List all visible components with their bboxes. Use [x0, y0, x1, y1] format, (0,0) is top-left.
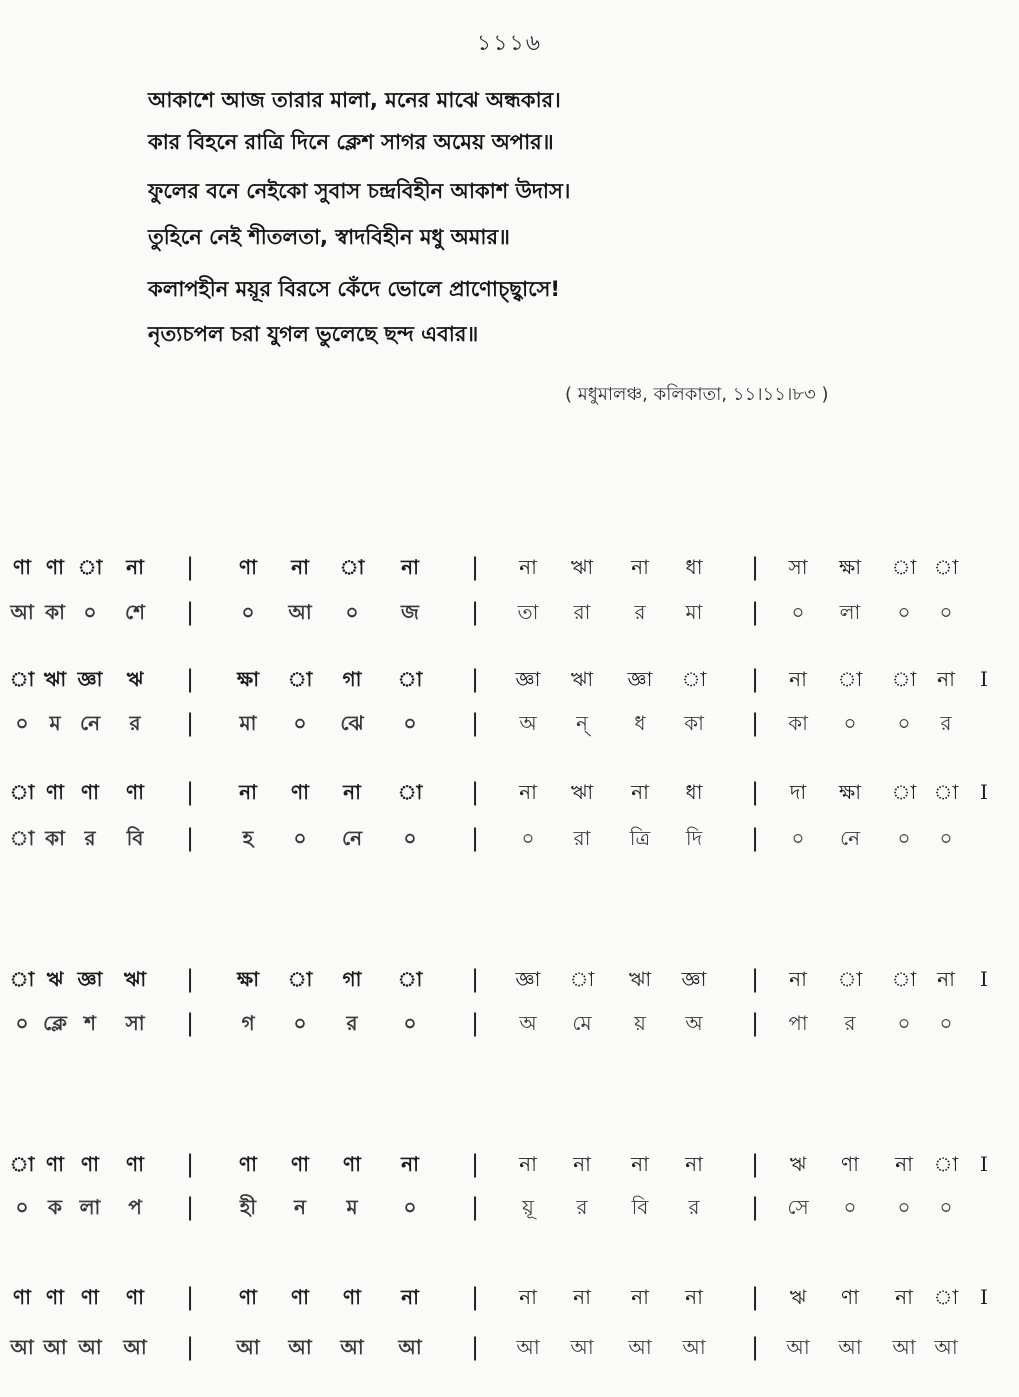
notation-cell: ০ [897, 711, 911, 735]
notation-cell: া [287, 667, 313, 691]
source-citation: ( মধুমালঞ্চ, কলিকাতা, ১১।১১।৮৩ ) [565, 384, 829, 405]
notation-cell: না [239, 780, 257, 804]
section-end-mark: I [980, 780, 988, 804]
notation-cell: ঋ [126, 667, 144, 691]
notation-cell: আ [340, 1335, 364, 1359]
notation-cell: ক্ষা [236, 967, 260, 991]
notation-cell: প [128, 1195, 142, 1219]
bar-divider: | [470, 778, 480, 806]
bar-divider: | [185, 824, 195, 852]
notation-cell: ম [346, 1195, 358, 1219]
notation-cell: ০ [843, 1195, 857, 1219]
notation-cell: শে [125, 600, 145, 624]
notation-row-lyric [0, 595, 1000, 629]
bar-divider: | [750, 1009, 760, 1037]
notation-cell: ০ [293, 711, 307, 735]
notation-cell: া [933, 555, 959, 579]
notation-cell: ০ [897, 826, 911, 850]
notation-cell: ০ [403, 1195, 417, 1219]
notation-cell: ০ [939, 1011, 953, 1035]
notation-cell: আ [236, 1335, 260, 1359]
notation-cell: া [9, 1152, 35, 1176]
notation-cell: না [895, 1285, 913, 1309]
notation-cell: আ [570, 1335, 594, 1359]
lyric-line: কার বিহনে রাত্রি দিনে ক্লেশ সাগর অমেয় অপার॥ [148, 130, 554, 154]
notation-cell: া [933, 1152, 959, 1176]
bar-divider: | [750, 1333, 760, 1361]
lyric-line: আকাশে আজ তারার মালা, মনের মাঝে অন্ধকার। [148, 88, 561, 112]
notation-cell: আ [10, 600, 34, 624]
notation-cell: ণা [46, 1152, 64, 1176]
bar-divider: | [470, 1283, 480, 1311]
notation-cell: ঋা [628, 967, 652, 991]
notation-cell: নে [79, 711, 101, 735]
notation-cell: র [129, 711, 141, 735]
notation-cell: ণা [81, 1152, 99, 1176]
bar-divider: | [470, 1193, 480, 1221]
bar-divider: | [470, 665, 480, 693]
notation-cell: না [519, 780, 537, 804]
notation-cell: া [681, 667, 707, 691]
notation-row-lyric [0, 1006, 1000, 1040]
notation-cell: অ [519, 711, 537, 735]
notation-cell: ক্ষা [838, 555, 862, 579]
notation-cell: না [631, 780, 649, 804]
notation-cell: ০ [403, 711, 417, 735]
notation-cell: া [339, 555, 365, 579]
notation-cell: ণা [126, 1152, 144, 1176]
notation-cell: া [891, 667, 917, 691]
notation-cell: আ [892, 1335, 916, 1359]
bar-divider: | [185, 1193, 195, 1221]
notation-cell: জ্ঞা [681, 967, 707, 991]
notation-cell: ০ [897, 1195, 911, 1219]
notation-cell: না [519, 1285, 537, 1309]
notation-cell: গা [342, 667, 362, 691]
notation-cell: আ [43, 1335, 67, 1359]
notation-cell: না [789, 667, 807, 691]
notation-cell: না [401, 555, 419, 579]
notation-cell: কা [45, 600, 65, 624]
notation-cell: র [84, 826, 96, 850]
bar-divider: | [750, 778, 760, 806]
notation-cell: জ্ঞা [515, 967, 541, 991]
notation-cell: লা [839, 600, 861, 624]
notation-cell: া [933, 1285, 959, 1309]
bar-divider: | [185, 1150, 195, 1178]
notation-cell: ণা [46, 780, 64, 804]
notation-cell: া [891, 780, 917, 804]
notation-cell: ণা [841, 1285, 859, 1309]
notation-cell: ণা [81, 1285, 99, 1309]
notation-cell: না [519, 555, 537, 579]
section-end-mark: I [980, 667, 988, 691]
notation-cell: ধা [685, 780, 703, 804]
bar-divider: | [750, 1193, 760, 1221]
notation-cell: া [837, 967, 863, 991]
notation-cell: ঋা [570, 780, 594, 804]
notation-cell: ০ [843, 711, 857, 735]
notation-cell: ০ [939, 1195, 953, 1219]
bar-divider: | [185, 1283, 195, 1311]
notation-row-lyric [0, 821, 1000, 855]
notation-cell: নে [839, 826, 861, 850]
notation-cell: নে [341, 826, 363, 850]
bar-divider: | [750, 665, 760, 693]
notation-cell: না [789, 967, 807, 991]
notation-row-lyric [0, 1190, 1000, 1224]
notation-cell: আ [628, 1335, 652, 1359]
notation-cell: রা [573, 826, 591, 850]
bar-divider: | [185, 1009, 195, 1037]
notation-cell: না [401, 1152, 419, 1176]
notation-cell: র [346, 1011, 358, 1035]
notation-cell: ঋা [570, 555, 594, 579]
notation-cell: না [937, 967, 955, 991]
notation-cell: না [519, 1152, 537, 1176]
notation-cell: তা [517, 600, 539, 624]
notation-cell: বি [126, 826, 144, 850]
notation-cell: ০ [897, 1011, 911, 1035]
notation-cell: া [837, 667, 863, 691]
notation-cell: না [685, 1152, 703, 1176]
bar-divider: | [185, 709, 195, 737]
notation-cell: রা [573, 600, 591, 624]
notation-cell: ণা [13, 1285, 31, 1309]
notation-cell: ০ [791, 826, 805, 850]
notation-cell: ক্ষা [236, 667, 260, 691]
notation-cell: আ [288, 1335, 312, 1359]
notation-cell: ণা [841, 1152, 859, 1176]
notation-cell: ০ [345, 600, 359, 624]
bar-divider: | [470, 598, 480, 626]
notation-cell: ণা [239, 555, 257, 579]
notation-cell: লা [79, 1195, 101, 1219]
notation-cell: ধ [634, 711, 646, 735]
notation-cell: ক [48, 1195, 62, 1219]
notation-cell: ণা [46, 1285, 64, 1309]
notation-row-swara [0, 962, 1000, 996]
lyric-line: কলাপহীন ময়ূর বিরসে কেঁদে ভোলে প্রাণোচ্ছ্বাসে! [148, 277, 561, 301]
notation-cell: না [126, 555, 144, 579]
notation-cell: আ [288, 600, 312, 624]
notation-cell: া [891, 967, 917, 991]
notation-row-lyric [0, 1330, 1000, 1364]
notation-cell: ০ [403, 1011, 417, 1035]
notation-cell: ০ [83, 600, 97, 624]
bar-divider: | [750, 1150, 760, 1178]
notation-cell: না [895, 1152, 913, 1176]
notation-cell: ঋ [789, 1285, 807, 1309]
notation-cell: না [937, 667, 955, 691]
notation-cell: ঝে [340, 711, 364, 735]
notation-cell: র [688, 1195, 700, 1219]
notation-cell: ণা [239, 1152, 257, 1176]
notation-cell: া [9, 967, 35, 991]
notation-cell: আ [10, 1335, 34, 1359]
notation-cell: মে [572, 1011, 592, 1035]
bar-divider: | [470, 553, 480, 581]
notation-cell: ণা [239, 1285, 257, 1309]
notation-cell: না [343, 780, 361, 804]
notation-cell: ণা [126, 780, 144, 804]
notation-cell: ০ [521, 826, 535, 850]
notation-cell: য়ূ [522, 1195, 534, 1219]
notation-cell: ঋা [123, 967, 147, 991]
notation-cell: জ্ঞা [77, 667, 103, 691]
notation-cell: ০ [15, 711, 29, 735]
notation-cell: ণা [291, 780, 309, 804]
notation-cell: মা [239, 711, 257, 735]
bar-divider: | [750, 709, 760, 737]
bar-divider: | [185, 1333, 195, 1361]
bar-divider: | [470, 709, 480, 737]
notation-cell: অ [685, 1011, 703, 1035]
notation-cell: কা [45, 826, 65, 850]
notation-cell: ০ [241, 600, 255, 624]
notation-cell: মা [685, 600, 703, 624]
notation-cell: না [631, 1285, 649, 1309]
notation-cell: দি [685, 826, 703, 850]
notation-cell: না [401, 1285, 419, 1309]
notation-cell: ণা [291, 1285, 309, 1309]
notation-cell: ঋ [46, 967, 64, 991]
notation-cell: আ [398, 1335, 422, 1359]
bar-divider: | [750, 598, 760, 626]
notation-cell: ণা [13, 555, 31, 579]
notation-row-swara [0, 550, 1000, 584]
bar-divider: | [750, 824, 760, 852]
notation-cell: ০ [939, 826, 953, 850]
bar-divider: | [750, 1283, 760, 1311]
notation-cell: ০ [897, 600, 911, 624]
notation-cell: ০ [939, 600, 953, 624]
section-end-mark: I [980, 1152, 988, 1176]
bar-divider: | [185, 965, 195, 993]
notation-cell: না [291, 555, 309, 579]
notation-row-swara [0, 1280, 1000, 1314]
notation-cell: ০ [293, 826, 307, 850]
notation-cell: ঋা [43, 667, 67, 691]
bar-divider: | [470, 1333, 480, 1361]
bar-divider: | [185, 665, 195, 693]
notation-cell: হ [242, 826, 254, 850]
notation-cell: সে [787, 1195, 809, 1219]
notation-cell: র [940, 711, 952, 735]
notation-cell: কা [788, 711, 808, 735]
page-number: ১১১৬ [476, 31, 543, 56]
notation-cell: া [287, 967, 313, 991]
notation-cell: সা [125, 1011, 145, 1035]
bar-divider: | [185, 553, 195, 581]
notation-cell: ক্ষা [838, 780, 862, 804]
bar-divider: | [185, 598, 195, 626]
notation-cell: া [77, 555, 103, 579]
notation-cell: অ [519, 1011, 537, 1035]
notation-cell: গা [342, 967, 362, 991]
lyric-line: নৃত্যচপল চরা যুগল ভুলেছে ছন্দ এবার॥ [148, 322, 479, 346]
bar-divider: | [470, 824, 480, 852]
notation-cell: ণা [343, 1285, 361, 1309]
notation-cell: কা [684, 711, 704, 735]
bar-divider: | [470, 1009, 480, 1037]
notation-row-swara [0, 775, 1000, 809]
notation-cell: গ [241, 1011, 255, 1035]
notation-cell: ০ [791, 600, 805, 624]
notation-cell: জ্ঞা [77, 967, 103, 991]
bar-divider: | [470, 1150, 480, 1178]
notation-cell: ঋ [789, 1152, 807, 1176]
notation-cell: ণা [126, 1285, 144, 1309]
lyric-line: ফুলের বনে নেইকো সুবাস চন্দ্রবিহীন আকাশ উদাস। [148, 179, 571, 203]
notation-cell: া [569, 967, 595, 991]
notation-cell: র [634, 600, 646, 624]
notation-row-lyric [0, 706, 1000, 740]
notation-cell: না [685, 1285, 703, 1309]
notation-cell: হী [239, 1195, 257, 1219]
notation-cell: আ [123, 1335, 147, 1359]
bar-divider: | [185, 778, 195, 806]
notation-cell: জ্ঞা [515, 667, 541, 691]
notation-cell: া [9, 826, 35, 850]
notation-cell: ঋা [570, 667, 594, 691]
notation-cell: দা [789, 780, 807, 804]
notation-cell: জ [401, 600, 419, 624]
section-end-mark: I [980, 967, 988, 991]
section-end-mark: I [980, 1285, 988, 1309]
notation-cell: ণা [81, 780, 99, 804]
notation-cell: না [573, 1152, 591, 1176]
notation-cell: ণা [291, 1152, 309, 1176]
notation-cell: আ [838, 1335, 862, 1359]
notation-cell: শ [84, 1011, 96, 1035]
notation-cell: া [9, 780, 35, 804]
notation-cell: া [397, 967, 423, 991]
notation-cell: আ [682, 1335, 706, 1359]
bar-divider: | [470, 965, 480, 993]
notation-cell: পা [788, 1011, 808, 1035]
notation-cell: বি [631, 1195, 649, 1219]
notation-cell: য় [634, 1011, 646, 1035]
notation-cell: ০ [15, 1011, 29, 1035]
notation-cell: া [9, 667, 35, 691]
notation-cell: ন্ [576, 711, 588, 735]
notation-cell: ণা [46, 555, 64, 579]
notation-cell: ত্রি [629, 826, 651, 850]
lyric-line: তুহিনে নেই শীতলতা, স্বাদবিহীন মধু অমার॥ [148, 225, 510, 249]
notation-cell: ণা [343, 1152, 361, 1176]
notation-cell: ০ [15, 1195, 29, 1219]
notation-cell: ন [294, 1195, 306, 1219]
notation-row-swara [0, 662, 1000, 696]
notation-cell: ক্লে [43, 1011, 67, 1035]
bar-divider: | [750, 553, 760, 581]
notation-cell: না [573, 1285, 591, 1309]
notation-cell: আ [934, 1335, 958, 1359]
notation-cell: জ্ঞা [627, 667, 653, 691]
notation-cell: ০ [403, 826, 417, 850]
notation-cell: া [891, 555, 917, 579]
bar-divider: | [750, 965, 760, 993]
notation-cell: া [397, 667, 423, 691]
notation-cell: র [576, 1195, 588, 1219]
notation-cell: না [631, 1152, 649, 1176]
notation-cell: আ [516, 1335, 540, 1359]
notation-cell: ধা [685, 555, 703, 579]
notation-cell: আ [78, 1335, 102, 1359]
notation-cell: া [933, 780, 959, 804]
notation-cell: র [844, 1011, 856, 1035]
notation-cell: না [631, 555, 649, 579]
notation-cell: া [397, 780, 423, 804]
notation-cell: সা [788, 555, 808, 579]
notation-cell: ০ [293, 1011, 307, 1035]
notation-cell: আ [786, 1335, 810, 1359]
notation-row-swara [0, 1147, 1000, 1181]
notation-cell: ম [49, 711, 61, 735]
